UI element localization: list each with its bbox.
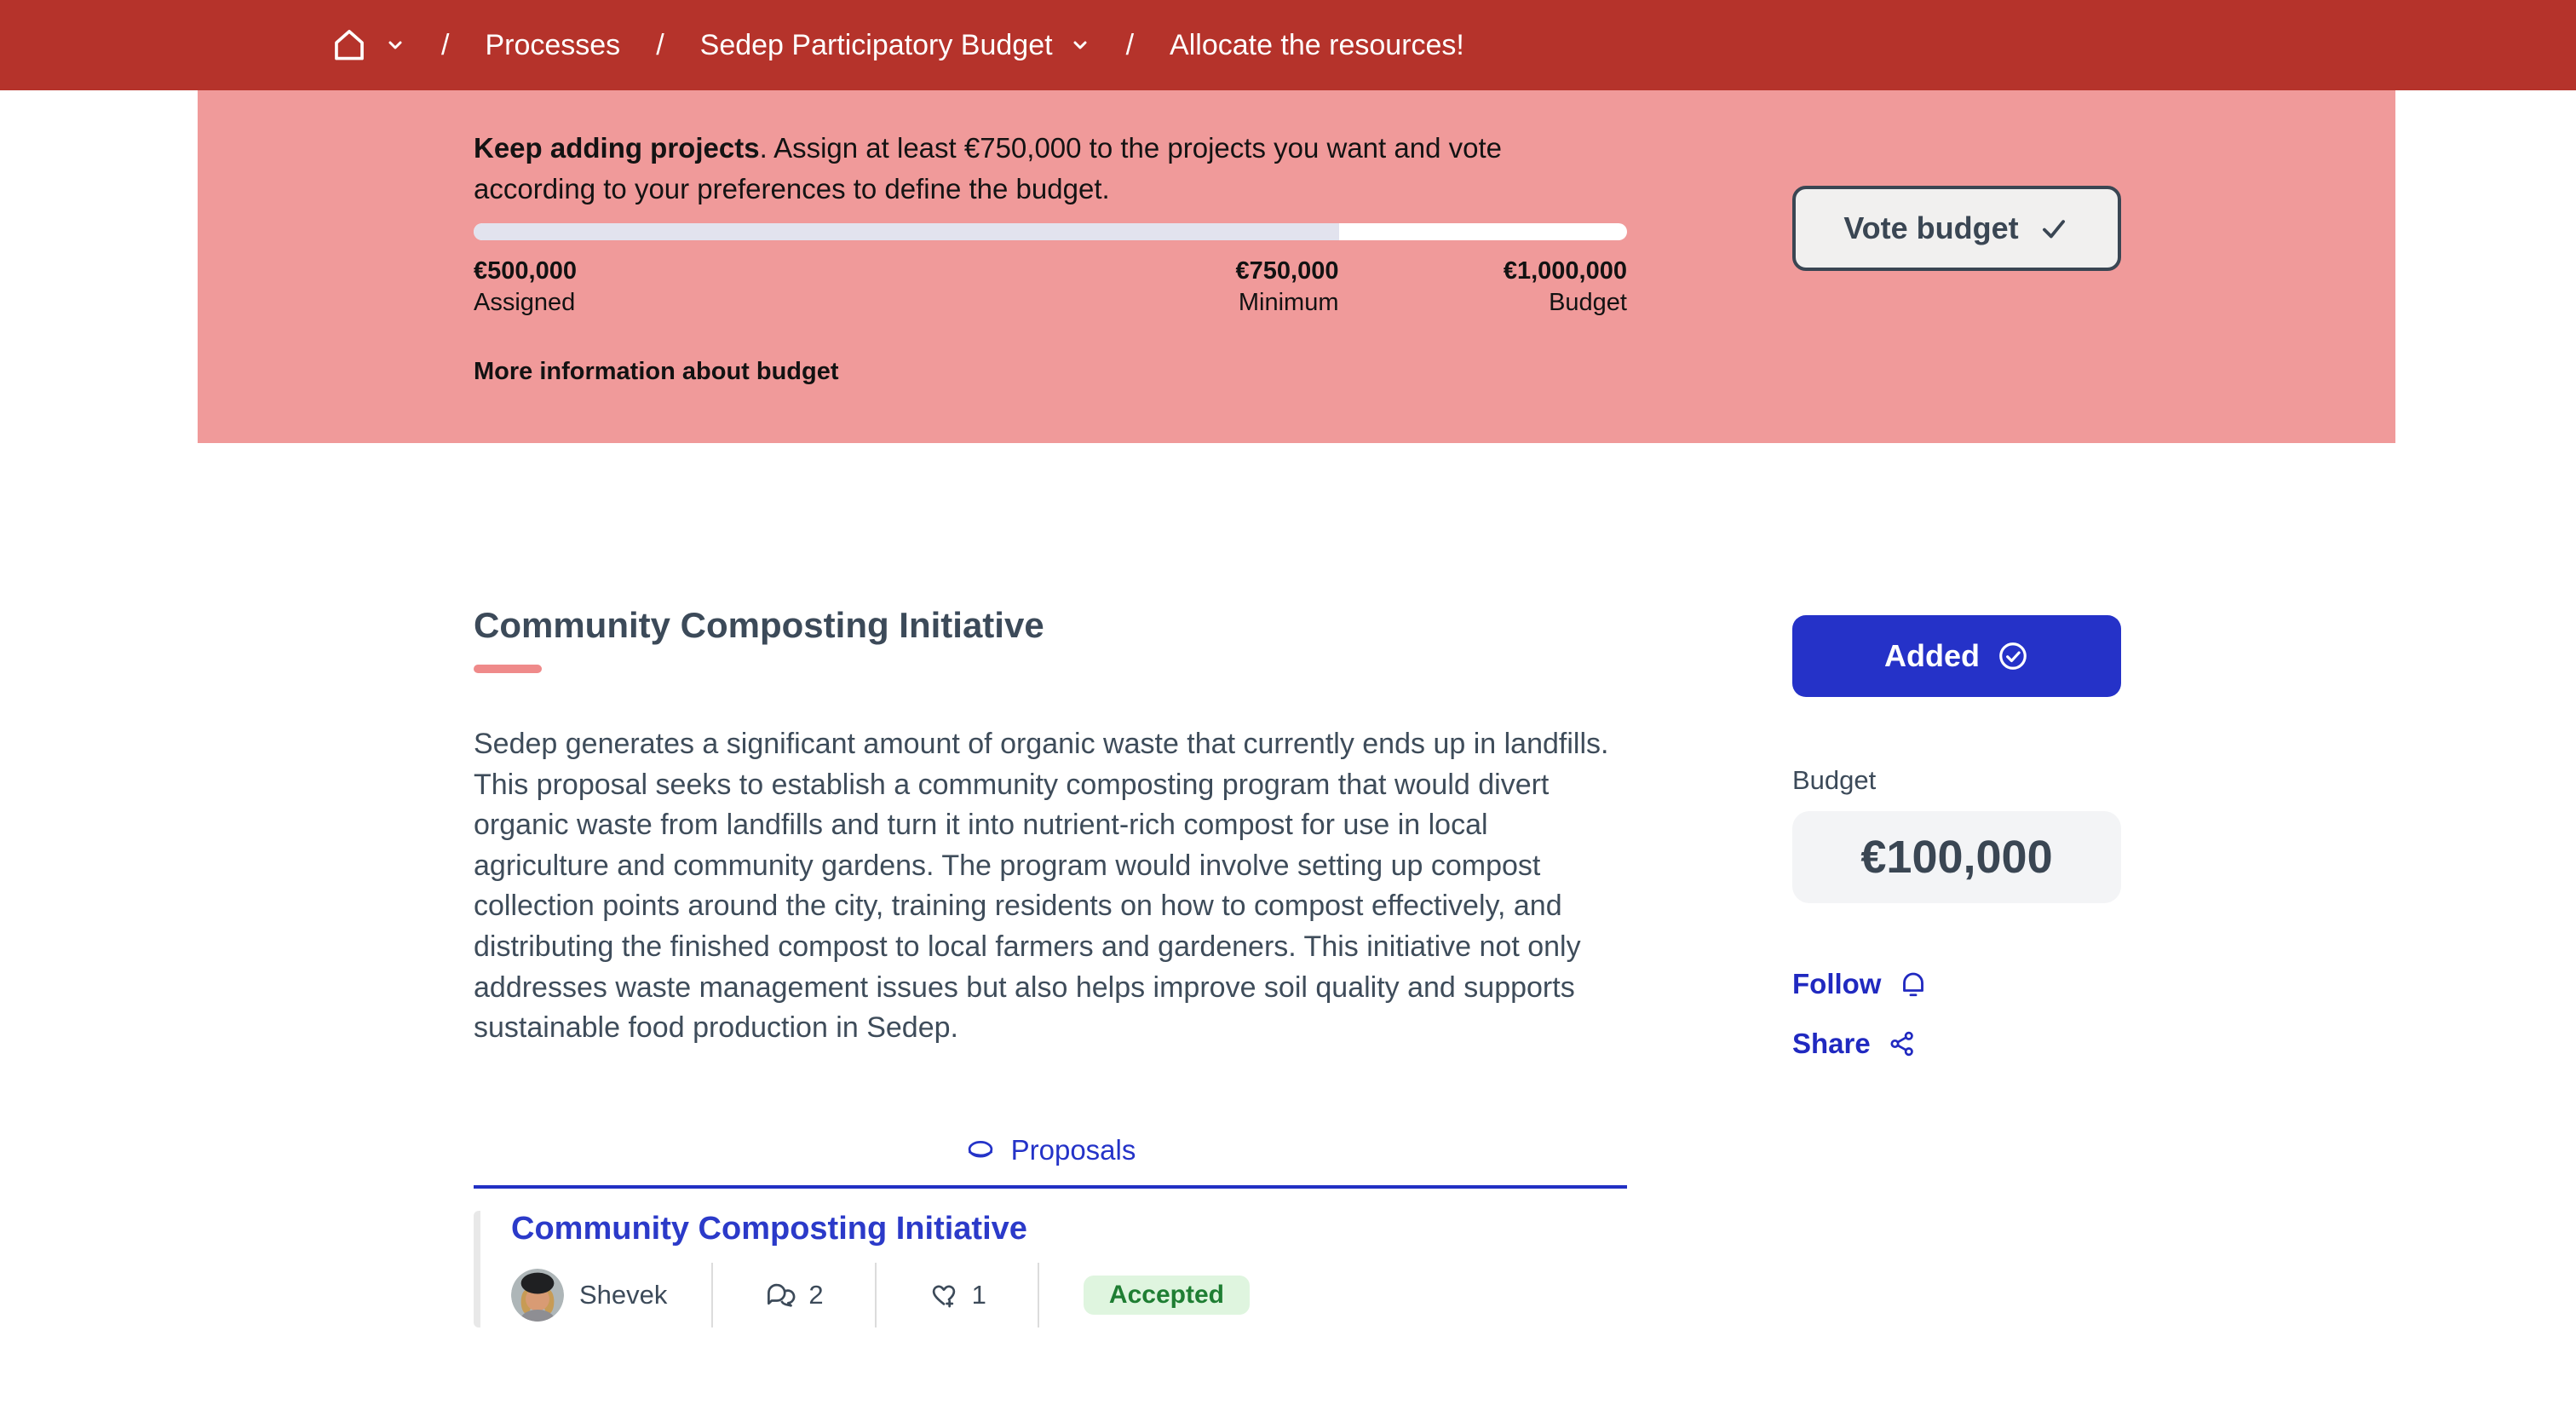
budget-instruction-rest: . Assign at least €750,000 to the projects you want and vote according to your preferences to define the budget.: [474, 132, 1502, 204]
comments-stat[interactable]: [764, 1279, 823, 1311]
proposal-meta-row: [511, 1263, 1627, 1327]
vote-budget-button[interactable]: [1792, 186, 2121, 271]
total-budget-caption: Budget: [1549, 289, 1627, 317]
status-badge: Accepted: [1084, 1276, 1250, 1315]
proposal-card: [474, 1211, 1627, 1327]
budget-summary-banner: [198, 90, 2395, 443]
meta-divider: [1038, 1263, 1039, 1327]
meta-divider: [711, 1263, 713, 1327]
breadcrumb-separator: /: [656, 28, 664, 61]
breadcrumb-process-name-link[interactable]: Sedep Participatory Budget: [699, 28, 1053, 61]
project-description: Sedep generates a significant amount of organic waste that currently ends up in landfills. This proposal seeks to establish a community composting program that would divert organic waste from landfills and turn it into nutrient-rich compost for use in local agriculture and community gardens. The program would involve setting up compost collection points around the city, training residents on how to compost effectively, and distributing the finished compost to local farmers and gardeners. This initiative not only addresses waste management issues but also helps improve soil quality and supports sustainable food production in Sedep.: [474, 728, 1609, 1045]
comments-count: 2: [808, 1279, 824, 1310]
endorsements-count: 1: [971, 1279, 986, 1310]
total-budget-amount: €1,000,000: [1503, 256, 1627, 285]
share-label: Share: [1792, 1028, 1871, 1059]
proposals-icon: [965, 1135, 996, 1166]
budget-progress-fill: [474, 223, 1339, 240]
comments-icon: [764, 1279, 796, 1311]
assigned-amount-block: [474, 256, 577, 320]
main-content: [474, 605, 2121, 1327]
budget-progress-bar: [474, 223, 1627, 240]
minimum-amount: €750,000: [1235, 256, 1339, 285]
more-information-link[interactable]: More information about budget: [474, 357, 839, 385]
assigned-amount: €500,000: [474, 256, 577, 285]
author-name: Shevek: [579, 1279, 668, 1310]
budget-instruction-text: [474, 128, 1627, 210]
follow-link[interactable]: [1792, 968, 2121, 1000]
check-circle-icon: [1997, 640, 2029, 672]
budget-amount-labels: [474, 256, 1627, 324]
project-title: Community Composting Initiative: [474, 605, 1044, 645]
breadcrumb-separator: /: [1125, 28, 1135, 61]
assigned-caption: Assigned: [474, 289, 576, 317]
project-budget-amount: €100,000: [1792, 811, 2121, 903]
author-avatar[interactable]: [511, 1269, 564, 1322]
tab-proposals[interactable]: [965, 1134, 1136, 1185]
share-link[interactable]: [1792, 1028, 2121, 1060]
check-icon: [2038, 212, 2070, 245]
home-button[interactable]: [331, 26, 405, 64]
budget-summary-inner: [198, 90, 2395, 443]
related-tabs: [474, 1134, 1627, 1189]
share-icon: [1888, 1029, 1917, 1058]
home-icon: [331, 26, 368, 64]
budget-instruction-lead: Keep adding projects: [474, 132, 760, 164]
breadcrumb-separator: /: [441, 28, 450, 61]
follow-label: Follow: [1792, 968, 1882, 999]
proposal-title-link[interactable]: Community Composting Initiative: [511, 1210, 1027, 1247]
chevron-down-icon[interactable]: [385, 35, 405, 55]
breadcrumb-processes-link[interactable]: Processes: [485, 28, 621, 61]
vote-budget-label: Vote budget: [1843, 210, 2019, 245]
added-button-label: Added: [1884, 638, 1980, 673]
tab-proposals-label: Proposals: [1010, 1133, 1136, 1166]
chevron-down-icon[interactable]: [1070, 35, 1090, 55]
total-budget-block: [1504, 256, 1627, 320]
top-navbar: [0, 0, 2576, 90]
sidebar-budget-label: Budget: [1792, 765, 1877, 795]
endorsement-heart-plus-icon: [928, 1279, 960, 1311]
meta-divider: [875, 1263, 877, 1327]
project-sidebar: [1792, 605, 2121, 1327]
breadcrumb-current-page: Allocate the resources!: [1170, 28, 1464, 61]
project-detail-column: [474, 605, 1627, 1327]
bell-icon: [1898, 969, 1929, 999]
minimum-amount-block: [1236, 256, 1339, 320]
breadcrumb: [331, 26, 1464, 64]
title-underline-decoration: [474, 665, 542, 673]
endorsements-stat[interactable]: [928, 1279, 986, 1311]
minimum-caption: Minimum: [1238, 289, 1339, 317]
added-button[interactable]: [1792, 615, 2121, 697]
